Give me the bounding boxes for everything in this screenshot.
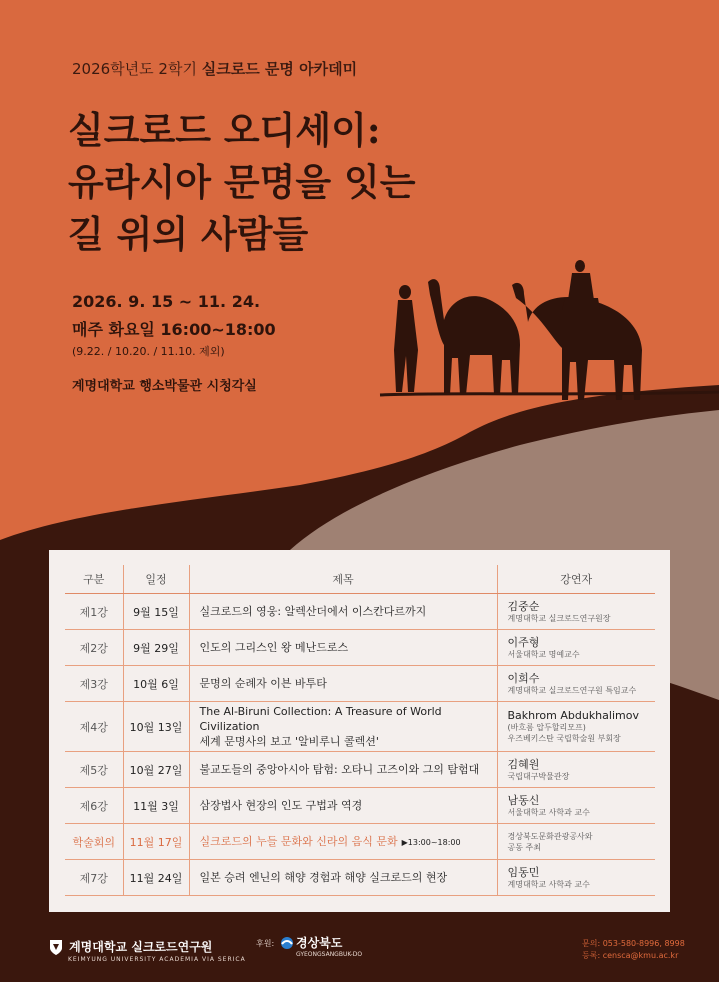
title-line-1: 실크로드 오디세이: <box>68 108 381 152</box>
university-emblem-icon <box>48 938 64 956</box>
lecture-number: 제1강 <box>65 594 123 630</box>
gyeongbuk-logo-icon <box>280 936 294 950</box>
speaker-cell <box>497 824 655 860</box>
table-row <box>65 824 655 860</box>
lecture-title-line: 실크로드의 영웅: 알렉산더에서 이스칸다르까지 <box>199 605 427 618</box>
lecture-date: 10월 27일 <box>123 752 189 788</box>
lecture-title <box>189 702 497 752</box>
header-speaker: 강연자 <box>497 565 655 594</box>
lecture-date: 9월 29일 <box>123 630 189 666</box>
lecture-number: 제7강 <box>65 860 123 896</box>
lecture-title <box>189 824 497 860</box>
table-header-row <box>65 565 655 594</box>
speaker-affiliation: 국립대구박물관장 <box>507 771 570 781</box>
schedule-table-panel <box>49 550 670 912</box>
lecture-number: 제3강 <box>65 666 123 702</box>
lecture-title-line: 인도의 그리스인 왕 메난드로스 <box>199 641 349 654</box>
speaker-affiliation: (바흐롬 압두할리모프) <box>507 723 586 732</box>
speaker-name: 김중순 <box>507 599 540 613</box>
lecture-number: 제2강 <box>65 630 123 666</box>
camel-caravan-silhouette <box>394 260 642 400</box>
academy-name: 실크로드 문명 아카데미 <box>201 60 358 78</box>
lecture-number: 제5강 <box>65 752 123 788</box>
sponsor-label: 후원: <box>256 939 275 948</box>
lecture-title-line: The Al-Biruni Collection: A Treasure of World Civilization <box>199 705 442 733</box>
speaker-cell <box>497 594 655 630</box>
speaker-affiliation: 계명대학교 사학과 교수 <box>507 879 590 889</box>
lecture-number: 제4강 <box>65 702 123 752</box>
lecture-date: 11월 24일 <box>123 860 189 896</box>
lecture-number: 제6강 <box>65 788 123 824</box>
header-category: 구분 <box>65 565 123 594</box>
speaker-name: 남동신 <box>507 793 540 807</box>
speaker-cell <box>497 860 655 896</box>
speaker-name: 임동민 <box>507 865 540 879</box>
academy-header <box>72 58 357 79</box>
speaker-cell <box>497 630 655 666</box>
speaker-cell <box>497 666 655 702</box>
sponsor-name: 경상북도 <box>296 936 343 950</box>
schedule-table <box>65 565 655 896</box>
speaker-affiliation: 계명대학교 실크로드연구원 특임교수 <box>507 685 637 695</box>
lecture-date: 11월 17일 <box>123 824 189 860</box>
organizer-english: KEIMYUNG UNIVERSITY ACADEMIA VIA SERICA <box>68 955 246 963</box>
sponsor-english: GYEONGSANGBUK-DO <box>296 951 363 958</box>
organizer-name: 계명대학교 실크로드연구원 <box>69 940 213 954</box>
contact-email: 등록: censca@kmu.ac.kr <box>582 951 679 960</box>
table-row <box>65 860 655 896</box>
table-row <box>65 630 655 666</box>
lecture-title <box>189 788 497 824</box>
lecture-date: 10월 6일 <box>123 666 189 702</box>
header-title: 제목 <box>189 565 497 594</box>
table-row <box>65 702 655 752</box>
excluded-dates: (9.22. / 10.20. / 11.10. 제외) <box>72 345 225 358</box>
speaker-name: Bakhrom Abdukhalimov <box>507 709 639 722</box>
lecture-title-line: 불교도들의 중앙아시아 탐험: 오타니 고즈이와 그의 탐험대 <box>199 763 480 776</box>
lecture-title-line: 세계 문명사의 보고 '알비루니 콜렉션' <box>199 735 379 748</box>
contact-phone: 문의: 053-580-8996, 8998 <box>582 939 685 948</box>
contact-info <box>582 938 685 962</box>
speaker-cell <box>497 702 655 752</box>
speaker-name: 이주형 <box>507 635 540 649</box>
date-range: 2026. 9. 15 ~ 11. 24. <box>72 292 261 311</box>
table-row <box>65 788 655 824</box>
speaker-cell <box>497 752 655 788</box>
lecture-title <box>189 860 497 896</box>
lecture-date: 10월 13일 <box>123 702 189 752</box>
table-row <box>65 594 655 630</box>
venue: 계명대학교 행소박물관 시청각실 <box>72 379 257 394</box>
organizer-logo <box>48 936 246 963</box>
speaker-affiliation: 서울대학교 사학과 교수 <box>507 807 590 817</box>
main-title <box>68 104 415 260</box>
lecture-title <box>189 630 497 666</box>
lecture-number: 학술회의 <box>65 824 123 860</box>
speaker-affiliation: 경상북도문화관광공사와 <box>507 831 593 841</box>
speaker-affiliation: 서울대학교 명예교수 <box>507 649 580 659</box>
lecture-date: 11월 3일 <box>123 788 189 824</box>
lecture-title-line: 일본 승려 엔닌의 해양 경험과 해양 실크로드의 현장 <box>199 871 448 884</box>
lecture-title <box>189 752 497 788</box>
lecture-title-line: 삼장법사 현장의 인도 구법과 역경 <box>199 799 363 812</box>
title-line-3: 길 위의 사람들 <box>68 212 309 256</box>
table-row <box>65 666 655 702</box>
lecture-title <box>189 666 497 702</box>
speaker-name: 이희수 <box>507 671 540 685</box>
lecture-title-line: 실크로드의 누들 문화와 신라의 음식 문화 <box>199 834 398 848</box>
table-row <box>65 752 655 788</box>
title-line-2: 유라시아 문명을 잇는 <box>68 160 416 204</box>
academy-term: 2026학년도 2학기 <box>72 60 202 78</box>
session-time: ▶13:00~18:00 <box>401 837 461 847</box>
speaker-affiliation: 계명대학교 실크로드연구원장 <box>507 613 611 623</box>
lecture-title-line: 문명의 순례자 이븐 바투타 <box>199 677 327 690</box>
header-date: 일정 <box>123 565 189 594</box>
speaker-affiliation: 우즈베키스탄 국립학술원 부회장 <box>507 734 621 743</box>
speaker-name: 김혜원 <box>507 757 540 771</box>
lecture-title <box>189 594 497 630</box>
weekly-time: 매주 화요일 16:00~18:00 <box>72 320 276 339</box>
speaker-affiliation: 공동 주최 <box>507 842 541 852</box>
speaker-cell <box>497 788 655 824</box>
lecture-date: 9월 15일 <box>123 594 189 630</box>
